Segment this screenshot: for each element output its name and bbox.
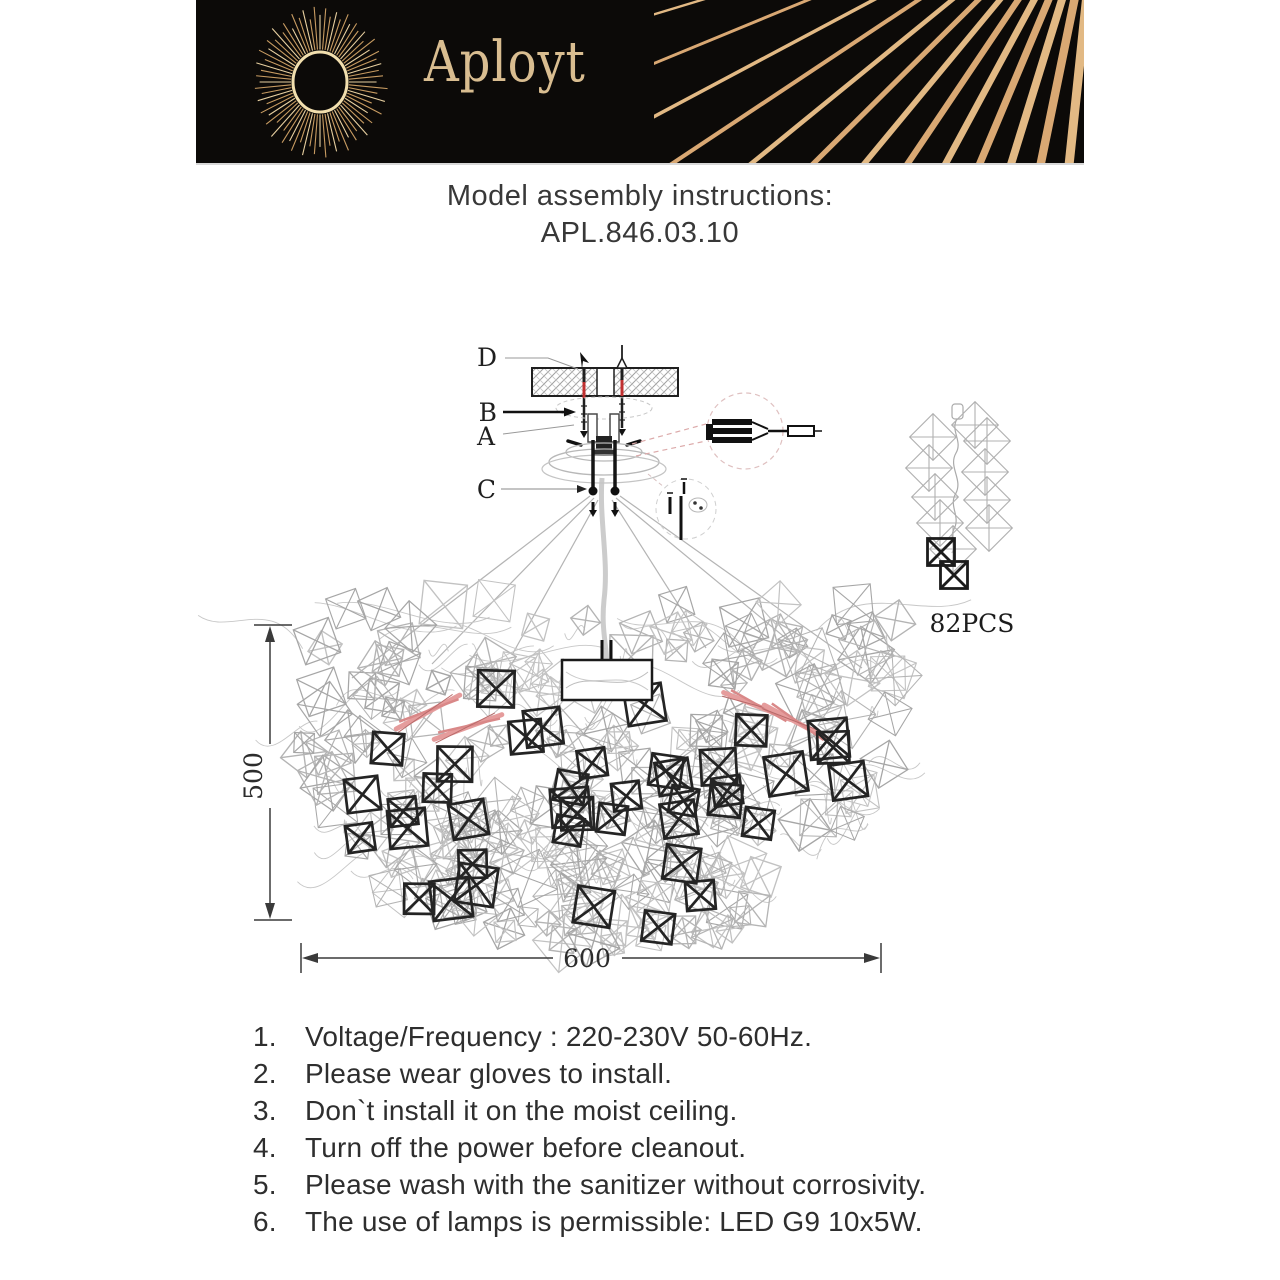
instruction-number: 5. — [253, 1169, 277, 1200]
instruction-text: The use of lamps is permissible: LED G9 10x5W. — [305, 1206, 923, 1237]
instruction-number: 2. — [253, 1058, 277, 1089]
canopy — [542, 443, 666, 483]
instruction-text: Turn off the power before cleanout. — [305, 1132, 747, 1163]
instruction-number: 1. — [253, 1021, 277, 1052]
instruction-number: 6. — [253, 1206, 277, 1237]
power-cord — [601, 478, 606, 660]
instructions-title: Model assembly instructions: — [446, 180, 834, 212]
model-number: APL.846.03.10 — [540, 217, 740, 249]
instruction-item — [253, 1170, 1073, 1199]
instruction-item — [253, 1022, 1073, 1051]
instruction-item — [253, 1133, 1073, 1162]
dimension-width — [301, 943, 881, 973]
dimension-height-value: 500 — [239, 752, 268, 800]
instruction-text: Don`t install it on the moist ceiling. — [305, 1095, 738, 1126]
ceiling-plate — [532, 368, 678, 396]
label-d: D — [476, 343, 497, 372]
instruction-text: Voltage/Frequency : 220-230V 50-60Hz. — [305, 1021, 813, 1052]
label-c: C — [476, 475, 496, 504]
instruction-item — [253, 1207, 1073, 1236]
instruction-item — [253, 1096, 1073, 1125]
wire-connector-detail — [632, 393, 822, 469]
label-b: B — [478, 398, 497, 427]
crystal-strand — [906, 402, 1013, 589]
parts-count-label: 82PCS — [929, 609, 1015, 638]
label-a: A — [476, 422, 495, 451]
instruction-number: 4. — [253, 1132, 277, 1163]
dimension-height — [239, 625, 292, 920]
instruction-text: Please wash with the sanitizer without corrosivity. — [305, 1169, 927, 1200]
brand-name: Aployt — [424, 30, 586, 95]
instruction-text: Please wear gloves to install. — [305, 1058, 673, 1089]
instruction-number: 3. — [253, 1095, 277, 1126]
screw-fixing-detail — [648, 474, 716, 540]
dimension-width-value: 600 — [563, 944, 611, 973]
instruction-item — [253, 1059, 1073, 1088]
instruction-list — [253, 1022, 1073, 1244]
